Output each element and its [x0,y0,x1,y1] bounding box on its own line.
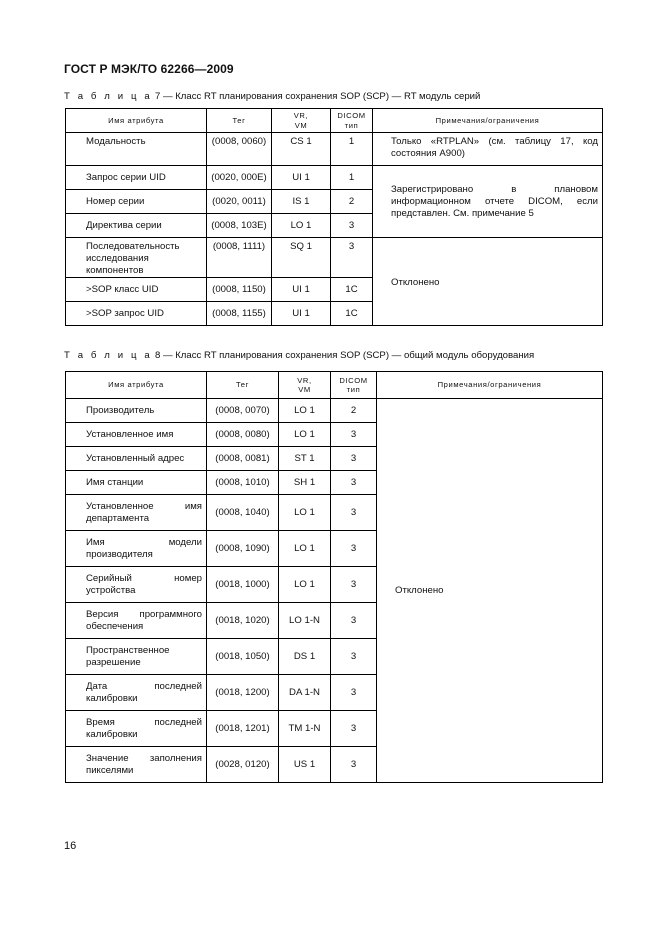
col-header-dicom-type [331,372,377,399]
attr-tag: (0008, 0081) [207,447,279,471]
attr-vr: US 1 [279,747,331,783]
attr-vr: SH 1 [279,471,331,495]
attr-dicom-type: 2 [331,190,373,214]
col-header-name: Имя атрибута [66,372,207,399]
attr-dicom-type: 3 [331,447,377,471]
col-header-dicom-line2: тип [344,120,359,130]
attr-dicom-type: 3 [331,423,377,447]
col-header-notes: Примечания/ограничения [373,109,603,133]
attr-dicom-type: 3 [331,238,373,278]
attr-vr: SQ 1 [272,238,331,278]
attr-vr: IS 1 [272,190,331,214]
attr-tag: (0008, 1010) [207,471,279,495]
attr-tag: (0008, 1090) [207,531,279,567]
attr-vr: CS 1 [272,133,331,166]
table7-title: 7 — Класс RT планирования сохранения SOP (SCP) — RT модуль серий [152,91,481,102]
note-modality: Только «RTPLAN» (см. таблицу 17, код состояния A900) [373,133,603,166]
table8-label: Т а б л и ц а [64,350,153,361]
attr-tag: (0020, 000E) [207,166,272,190]
attr-dicom-type: 1C [331,302,373,326]
attr-tag: (0008, 1040) [207,495,279,531]
attr-tag: (0018, 1201) [207,711,279,747]
attr-vr: UI 1 [272,302,331,326]
note-rejected: Отклонено [377,399,603,783]
attr-dicom-type: 3 [331,603,377,639]
attr-name: Запрос серии UID [66,166,207,190]
attr-dicom-type: 3 [331,639,377,675]
attr-dicom-type: 3 [331,567,377,603]
attr-name: Производитель [66,399,207,423]
attr-dicom-type: 1C [331,278,373,302]
document-code: ГОСТ Р МЭК/ТО 62266—2009 [64,62,234,76]
attr-tag: (0020, 0011) [207,190,272,214]
attr-dicom-type: 3 [331,747,377,783]
col-header-vr-line2: VM [294,120,308,130]
table8 [65,371,603,783]
attr-vr: UI 1 [272,166,331,190]
col-header-dicom-type [331,109,373,133]
attr-name: Дата последней калибровки [66,675,207,711]
attr-name: Имя модели производителя [66,531,207,567]
attr-name: Имя станции [66,471,207,495]
attr-vr: LO 1-N [279,603,331,639]
table8-caption [64,350,534,361]
attr-tag: (0018, 1050) [207,639,279,675]
attr-name: Установленное имя департамента [66,495,207,531]
table7-header-row [66,109,603,133]
table-row [66,133,603,166]
attr-name: Последовательность исследования компонентов [66,238,207,278]
attr-vr: LO 1 [279,399,331,423]
col-header-vr-line1: VR, [297,375,312,385]
col-header-dicom-line1: DICOM [337,111,366,120]
col-header-notes: Примечания/ограничения [377,372,603,399]
col-header-name: Имя атрибута [66,109,207,133]
attr-vr: LO 1 [279,531,331,567]
attr-tag: (0008, 0060) [207,133,272,166]
attr-vr: LO 1 [279,495,331,531]
attr-name: Модальность [66,133,207,166]
attr-dicom-type: 2 [331,399,377,423]
attr-dicom-type: 3 [331,495,377,531]
attr-dicom-type: 1 [331,166,373,190]
attr-dicom-type: 3 [331,711,377,747]
col-header-tag: Тег [207,109,272,133]
attr-vr: UI 1 [272,278,331,302]
attr-dicom-type: 3 [331,214,373,238]
attr-name: Время последней калибровки [66,711,207,747]
note-registered: Зарегистрировано в плановом информационном отчете DICOM, если представлен. См. примечание 5 [373,166,603,238]
attr-name: Пространственное разрешение [66,639,207,675]
attr-tag: (0008, 0070) [207,399,279,423]
attr-vr: LO 1 [279,423,331,447]
table8-title: 8 — Класс RT планирования сохранения SOP (SCP) — общий модуль оборудования [152,350,535,361]
attr-tag: (0008, 0080) [207,423,279,447]
attr-tag: (0018, 1020) [207,603,279,639]
attr-tag: (0028, 0120) [207,747,279,783]
col-header-vr [272,109,331,133]
attr-tag: (0008, 1150) [207,278,272,302]
attr-vr: ST 1 [279,447,331,471]
attr-name: >SOP запрос UID [66,302,207,326]
attr-dicom-type: 3 [331,471,377,495]
table8-header-row [66,372,603,399]
col-header-dicom-line1: DICOM [339,375,368,385]
attr-tag: (0018, 1200) [207,675,279,711]
attr-name: >SOP класс UID [66,278,207,302]
attr-tag: (0018, 1000) [207,567,279,603]
note-rejected: Отклонено [373,238,603,326]
attr-dicom-type: 3 [331,675,377,711]
attr-name: Установленное имя [66,423,207,447]
col-header-tag: Тег [207,372,279,399]
attr-name: Версия программного обеспечения [66,603,207,639]
table7-caption [64,91,480,102]
col-header-dicom-line2: тип [346,385,361,394]
attr-tag: (0008, 103E) [207,214,272,238]
attr-vr: DS 1 [279,639,331,675]
attr-name: Значение заполнения пикселями [66,747,207,783]
attr-name: Директива серии [66,214,207,238]
table-row [66,238,603,278]
table-row [66,166,603,190]
col-header-vr-line2: VM [298,385,311,394]
attr-dicom-type: 3 [331,531,377,567]
attr-tag: (0008, 1111) [207,238,272,278]
attr-tag: (0008, 1155) [207,302,272,326]
attr-vr: TM 1-N [279,711,331,747]
attr-name: Установленный адрес [66,447,207,471]
table-row [66,399,603,423]
col-header-vr-line1: VR, [293,111,309,120]
table7 [65,108,603,326]
table7-label: Т а б л и ц а [64,91,153,102]
attr-name: Серийный номер устройства [66,567,207,603]
attr-name: Номер серии [66,190,207,214]
page-number: 16 [64,840,77,852]
col-header-vr [279,372,331,399]
attr-vr: DA 1-N [279,675,331,711]
attr-vr: LO 1 [272,214,331,238]
attr-vr: LO 1 [279,567,331,603]
attr-dicom-type: 1 [331,133,373,166]
